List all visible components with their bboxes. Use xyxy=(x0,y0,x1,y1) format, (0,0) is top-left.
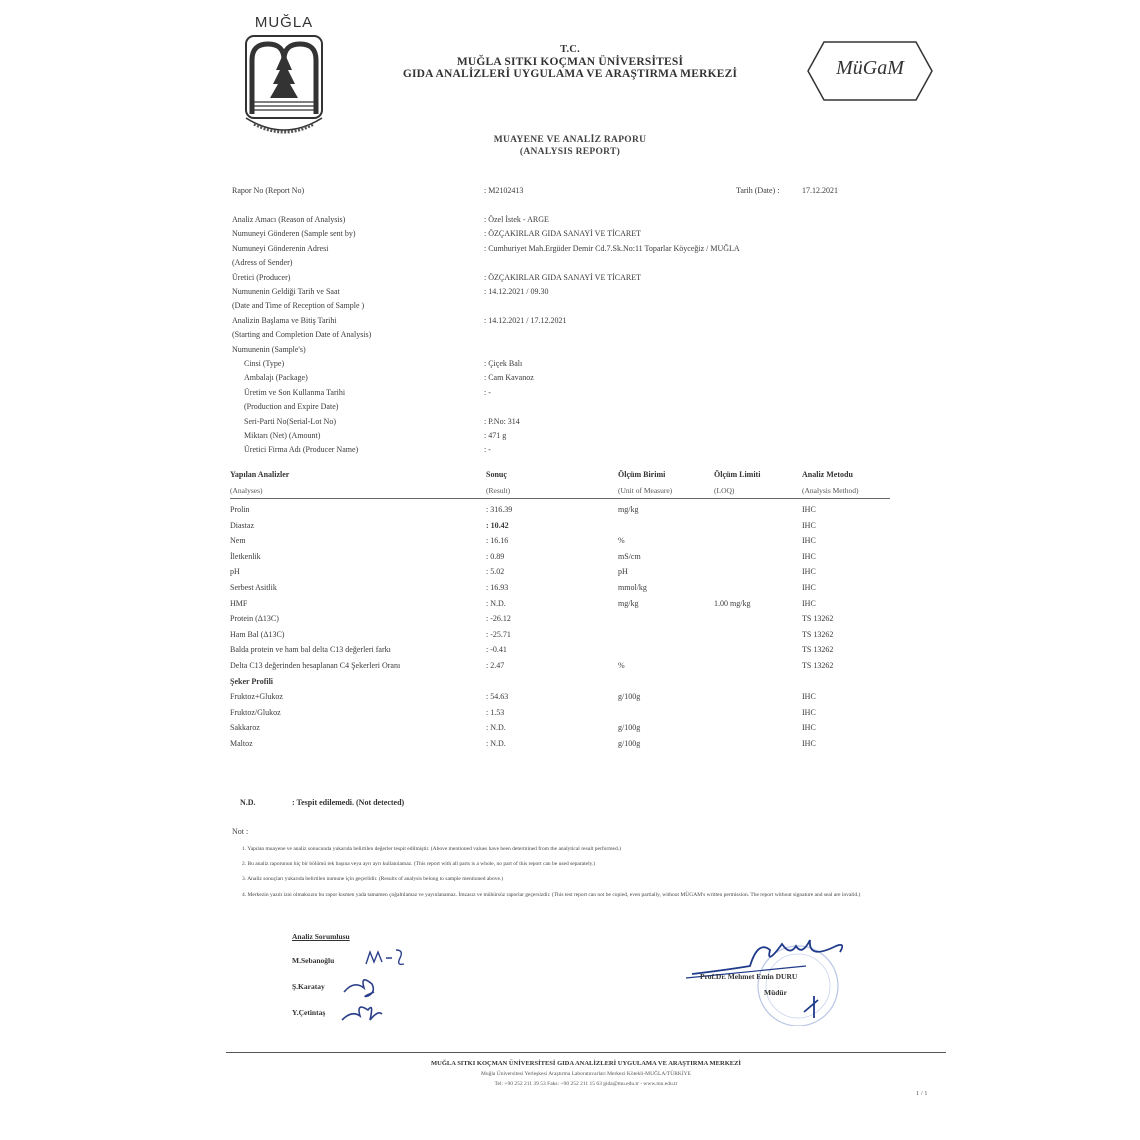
result-value: : 1.53 xyxy=(486,707,505,717)
info-label: Üretici Firma Adı (Producer Name) xyxy=(244,445,359,455)
info-value: : 14.12.2021 / 17.12.2021 xyxy=(484,315,567,325)
unit-value: g/100g xyxy=(618,739,641,748)
column-header: Yapılan Analizler xyxy=(230,470,290,479)
info-label: Numunenin Geldiği Tarih ve Saat xyxy=(232,287,340,296)
result-value: : 10.42 xyxy=(486,520,509,530)
column-header-en: (LOQ) xyxy=(714,486,735,495)
column-header: Ölçüm Limiti xyxy=(714,470,761,479)
info-label: Cinsi (Type) xyxy=(244,359,285,368)
info-label: Numuneyi Gönderen (Sample sent by) xyxy=(232,229,356,239)
method-value: IHC xyxy=(802,598,816,608)
analysis-name: Protein (Δ13C) xyxy=(230,614,279,624)
info-value: : Çiçek Balı xyxy=(484,359,523,368)
inst-line-1: T.C. xyxy=(560,44,580,55)
analysis-name: Fruktoz/Glukoz xyxy=(230,707,281,717)
note-item: 1. Yapılan muayene ve analiz sonucunda yukarıda belirtilen değerler tespit edilmiştir. (Above mentioned values have been determined from the analytical result performed.) xyxy=(242,846,621,852)
page-number: 1 / 1 xyxy=(916,1090,928,1097)
analysis-name: İletkenlik xyxy=(230,551,261,561)
info-value: : ÖZÇAKIRLAR GIDA SANAYİ VE TİCARET xyxy=(484,272,641,282)
method-value: IHC xyxy=(802,567,816,577)
method-value: IHC xyxy=(802,707,816,717)
analysis-name: Balda protein ve ham bal delta C13 değerleri farkı xyxy=(230,645,391,655)
column-header-en: (Analyses) xyxy=(230,486,263,495)
analysis-name: pH xyxy=(230,567,240,577)
info-label: Numuneyi Gönderenin Adresi xyxy=(232,243,329,253)
info-label: Seri-Parti No(Serial-Lot No) xyxy=(244,416,336,426)
unit-value: % xyxy=(618,661,625,670)
info-label: (Date and Time of Reception of Sample ) xyxy=(232,301,365,311)
table-header-divider xyxy=(230,498,890,499)
report-date-label: Tarih (Date) : xyxy=(736,186,780,195)
page-footer xyxy=(226,1052,946,1089)
info-value: : - xyxy=(484,445,491,455)
unit-value: g/100g xyxy=(618,692,641,702)
nd-meaning: : Tespit edilemedi. (Not detected) xyxy=(292,798,405,807)
method-value: IHC xyxy=(802,505,816,514)
analysis-name: Delta C13 değerinden hesaplanan C4 Şekerleri Oranı xyxy=(230,661,401,670)
footer-institution: MUĞLA SITKI KOÇMAN ÜNİVERSİTESİ GIDA ANALİZLERİ UYGULAMA VE ARAŞTIRMA MERKEZİ xyxy=(431,1060,741,1067)
institution-heading xyxy=(340,44,800,80)
loq-value: 1.00 mg/kg xyxy=(714,598,751,608)
info-label: (Starting and Completion Date of Analysis) xyxy=(232,330,372,340)
result-value: : 0.89 xyxy=(486,551,505,561)
unit-value: mS/cm xyxy=(618,551,641,561)
method-value: IHC xyxy=(802,520,816,530)
info-value: : Özel İstek - ARGE xyxy=(484,215,549,224)
analysis-name: Ham Bal (Δ13C) xyxy=(230,629,285,639)
analysis-name: Prolin xyxy=(230,505,250,514)
method-value: TS 13262 xyxy=(802,614,834,624)
result-value: : -25.71 xyxy=(486,629,511,639)
report-title-en: (ANALYSIS REPORT) xyxy=(519,147,621,157)
method-value: IHC xyxy=(802,739,816,748)
note-item: 2. Bu analiz raporunun hiç bir bölümü tek başına veya ayrı ayrı kullanılamaz. (This report with all parts is a whole, no part of this report can be used separately.) xyxy=(242,861,596,867)
result-value: : N.D. xyxy=(486,739,506,748)
report-title-tr: MUAYENE VE ANALİZ RAPORU xyxy=(493,135,647,145)
info-value: : Cam Kavanoz xyxy=(484,373,534,383)
info-value: : ÖZÇAKIRLAR GIDA SANAYİ VE TİCARET xyxy=(484,229,641,239)
column-header-en: (Result) xyxy=(486,486,511,495)
info-value: : Cumhuriyet Mah.Ergüder Demir Cd.7.Sk.No:11 Toparlar Köyceğiz / MUĞLA xyxy=(484,243,740,253)
column-header: Analiz Metodu xyxy=(802,470,853,479)
analysis-name: Şeker Profili xyxy=(230,676,274,686)
method-value: IHC xyxy=(802,583,816,592)
university-logo xyxy=(228,14,340,144)
report-no-label: Rapor No (Report No) xyxy=(232,186,305,195)
report-no-value: : M2102413 xyxy=(484,186,524,195)
unit-value: g/100g xyxy=(618,723,641,733)
info-value: : 471 g xyxy=(484,431,507,440)
column-header: Ölçüm Birimi xyxy=(618,470,666,479)
director-title: Müdür xyxy=(764,988,787,997)
unit-value: % xyxy=(618,536,625,546)
result-value: : -26.12 xyxy=(486,614,511,624)
analysis-name: Diastaz xyxy=(230,520,254,530)
info-label: Üretici (Producer) xyxy=(232,272,291,282)
info-label: Üretim ve Son Kullanma Tarihi xyxy=(244,387,346,397)
logo-text: MUĞLA xyxy=(254,14,314,31)
result-value: : N.D. xyxy=(486,598,506,608)
result-value: : 5.02 xyxy=(486,567,505,577)
footer-address: Muğla Üniversitesi Yerleşkesi Araştırma Laboratuvarları Merkezi Kötekli-MUĞLA/TÜRKİYE xyxy=(480,1071,692,1077)
analysis-name: Serbest Asitlik xyxy=(230,583,277,592)
analysis-name: Nem xyxy=(230,536,246,546)
method-value: IHC xyxy=(802,692,816,702)
report-date-value: 17.12.2021 xyxy=(802,186,838,195)
result-value: : N.D. xyxy=(486,723,506,733)
method-value: IHC xyxy=(802,551,816,561)
unit-value: mg/kg xyxy=(618,505,639,514)
analysis-responsible-title: Analiz Sorumlusu xyxy=(292,932,350,941)
unit-value: mmol/kg xyxy=(618,583,647,592)
info-value: : - xyxy=(484,387,491,397)
director-name: Prof.Dr. Mehmet Emin DURU xyxy=(700,972,798,981)
notes-section xyxy=(232,826,952,899)
column-header-en: (Unit of Measure) xyxy=(618,486,673,495)
analysis-name: HMF xyxy=(230,598,248,608)
result-value: : 2.47 xyxy=(486,661,505,670)
handwritten-signatures-icon xyxy=(330,940,440,1030)
method-value: IHC xyxy=(802,536,816,546)
info-label: Analiz Amacı (Reason of Analysis) xyxy=(232,215,346,224)
info-label: Ambalajı (Package) xyxy=(244,373,308,383)
info-value: : P.No: 314 xyxy=(484,416,520,426)
column-header: Sonuç xyxy=(486,470,507,479)
info-label: Analizin Başlama ve Bitiş Tarihi xyxy=(232,315,337,325)
mugam-logo xyxy=(806,40,934,102)
note-item: 3. Analiz sonuçları yukarıda belirtilen numune için geçerlidir. (Results of analysis belong to sample mentioned above.) xyxy=(242,876,504,882)
inst-line-2: MUĞLA SITKI KOÇMAN ÜNİVERSİTESİ xyxy=(456,56,684,68)
footer-contact: Tel: +90 252 211 39 53 Faks: +90 252 211 15 63 gida@mu.edu.tr - www.mu.edu.tr xyxy=(494,1081,678,1087)
nd-abbreviation: N.D. xyxy=(240,798,256,807)
notes-title: Not : xyxy=(232,827,249,836)
method-value: IHC xyxy=(802,723,816,733)
info-label: (Adress of Sender) xyxy=(232,258,293,268)
method-value: TS 13262 xyxy=(802,629,834,639)
signatory-1: M.Sebanoğlu xyxy=(292,956,335,965)
info-label: Miktarı (Net) (Amount) xyxy=(244,431,321,440)
result-value: : 54.63 xyxy=(486,692,509,702)
info-value: : 14.12.2021 / 09.30 xyxy=(484,287,549,296)
info-label: (Production and Expire Date) xyxy=(244,402,339,412)
analysis-name: Sakkaroz xyxy=(230,723,260,733)
method-value: TS 13262 xyxy=(802,661,834,670)
unit-value: pH xyxy=(618,567,628,577)
column-header-en: (Analysis Method) xyxy=(802,486,859,495)
analysis-name: Fruktoz+Glukoz xyxy=(230,692,283,702)
method-value: TS 13262 xyxy=(802,645,834,655)
unit-value: mg/kg xyxy=(618,598,639,608)
result-value: : 16.93 xyxy=(486,583,509,592)
university-emblem-icon xyxy=(228,14,340,144)
signatory-2: Ş.Karatay xyxy=(292,982,325,991)
signatory-3: Y.Çetintaş xyxy=(292,1008,326,1017)
analysis-name: Maltoz xyxy=(230,739,253,748)
result-value: : -0.41 xyxy=(486,645,507,655)
note-item: 4. Merkezin yazılı izni olmaksızın bu rapor kısmen yada tamamen çoğaltılamaz ve yayınlanamaz. İmzasız ve mühürsüz raporlar geçersizdir. (This test report can not be copied, even partially, without MÜGAM's written permission. The report without signature and seal are invalid.) xyxy=(242,892,861,898)
result-value: : 16.16 xyxy=(486,536,509,546)
report-title xyxy=(380,134,760,158)
inst-line-3: GIDA ANALİZLERİ UYGULAMA VE ARAŞTIRMA MERKEZİ xyxy=(402,68,738,80)
info-label: Numunenin (Sample's) xyxy=(232,344,306,354)
result-value: : 316.39 xyxy=(486,505,513,514)
mugam-logo-text: MüGaM xyxy=(836,57,904,79)
